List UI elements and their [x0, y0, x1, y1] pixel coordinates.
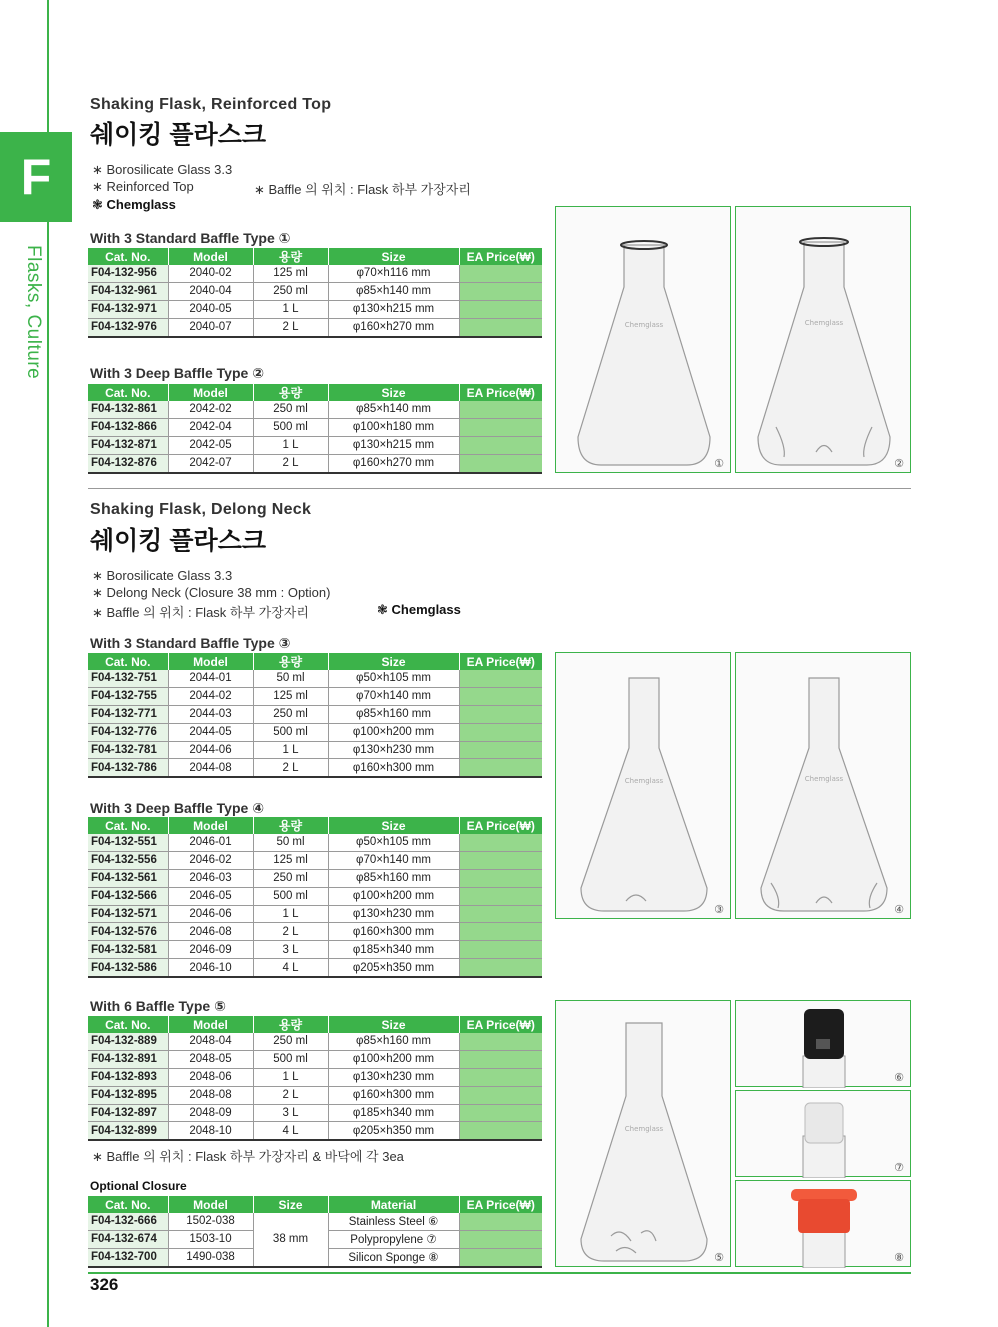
size-cell: φ100×h200 mm — [328, 1050, 459, 1068]
cat-no-cell: F04-132-666 — [88, 1213, 168, 1230]
model-cell: 2042-05 — [168, 436, 253, 454]
cat-no-cell: F04-132-576 — [88, 923, 168, 941]
price-cell — [459, 959, 542, 977]
photo-number: ② — [894, 458, 904, 470]
table-header-row — [88, 817, 542, 834]
capacity-cell: 2 L — [253, 318, 328, 336]
size-cell: φ185×h340 mm — [328, 941, 459, 959]
model-cell: 1490-038 — [168, 1248, 253, 1266]
table-title: With 6 Baffle Type ⑤ — [90, 998, 226, 1014]
col-header: Cat. No. — [88, 817, 168, 834]
capacity-cell: 1 L — [253, 436, 328, 454]
material-cell: Polypropylene ⑦ — [328, 1230, 459, 1248]
size-cell: φ205×h350 mm — [328, 1122, 459, 1140]
size-cell: φ100×h180 mm — [328, 418, 459, 436]
table-row — [88, 1086, 542, 1104]
price-cell — [459, 1104, 542, 1122]
capacity-cell: 250 ml — [253, 869, 328, 887]
size-cell: φ160×h300 mm — [328, 759, 459, 777]
table-row — [88, 941, 542, 959]
col-header: Cat. No. — [88, 1196, 168, 1213]
table-row — [88, 318, 542, 336]
price-cell — [459, 1230, 542, 1248]
col-header: 용량 — [253, 653, 328, 670]
table-row — [88, 265, 542, 282]
cat-no-cell: F04-132-895 — [88, 1086, 168, 1104]
size-cell: φ130×h230 mm — [328, 905, 459, 923]
capacity-cell: 250 ml — [253, 1033, 328, 1050]
size-cell: φ85×h160 mm — [328, 1033, 459, 1050]
capacity-cell: 125 ml — [253, 687, 328, 705]
table-row — [88, 1122, 542, 1140]
cat-no-cell: F04-132-776 — [88, 723, 168, 741]
col-header: Cat. No. — [88, 653, 168, 670]
svg-text:Chemglass: Chemglass — [804, 319, 844, 327]
model-cell: 2046-05 — [168, 887, 253, 905]
closure-photo-steel — [735, 1000, 911, 1087]
model-cell: 2046-10 — [168, 959, 253, 977]
table-row — [88, 834, 542, 851]
model-cell: 2040-05 — [168, 300, 253, 318]
size-cell: φ205×h350 mm — [328, 959, 459, 977]
cat-no-cell: F04-132-866 — [88, 418, 168, 436]
spec-table — [88, 1016, 542, 1141]
photo-number: ① — [714, 458, 724, 470]
closure-title: Optional Closure — [90, 1179, 187, 1193]
size-cell: φ70×h140 mm — [328, 851, 459, 869]
table-title: With 3 Standard Baffle Type ① — [90, 230, 291, 246]
size-cell: φ160×h300 mm — [328, 923, 459, 941]
price-cell — [459, 1033, 542, 1050]
capacity-cell: 2 L — [253, 1086, 328, 1104]
model-cell: 2048-09 — [168, 1104, 253, 1122]
table-header-row — [88, 1196, 542, 1213]
closure-photo-sponge — [735, 1180, 911, 1267]
table-row — [88, 1213, 542, 1230]
bullet: ∗ Borosilicate Glass 3.3 — [92, 162, 233, 177]
size-cell: φ50×h105 mm — [328, 834, 459, 851]
cat-no-cell: F04-132-561 — [88, 869, 168, 887]
col-header: Model — [168, 384, 253, 401]
price-cell — [459, 418, 542, 436]
capacity-cell: 125 ml — [253, 265, 328, 282]
closure-image — [736, 1181, 912, 1268]
size-cell: φ70×h116 mm — [328, 265, 459, 282]
capacity-cell: 1 L — [253, 300, 328, 318]
bullet: ∗ Baffle 의 위치 : Flask 하부 가장자리 — [254, 182, 471, 197]
closure-photo-pp — [735, 1090, 911, 1177]
model-cell: 2046-08 — [168, 923, 253, 941]
table-row — [88, 759, 542, 777]
cat-no-cell: F04-132-586 — [88, 959, 168, 977]
col-header: Size — [253, 1196, 328, 1213]
price-cell — [459, 723, 542, 741]
table-row — [88, 1033, 542, 1050]
table-row — [88, 723, 542, 741]
flask-image — [556, 653, 732, 920]
model-cell: 2042-04 — [168, 418, 253, 436]
cat-no-cell: F04-132-674 — [88, 1230, 168, 1248]
section-title-ko: 쉐이킹 플라스크 — [90, 527, 266, 555]
table-row — [88, 869, 542, 887]
bullet: ∗ Borosilicate Glass 3.3 — [92, 568, 233, 583]
price-cell — [459, 318, 542, 336]
col-header: Size — [328, 1016, 459, 1033]
model-cell: 1503-10 — [168, 1230, 253, 1248]
model-cell: 1502-038 — [168, 1213, 253, 1230]
table-row — [88, 1050, 542, 1068]
table-row — [88, 1104, 542, 1122]
footer-rule — [88, 1272, 911, 1274]
col-header: 용량 — [253, 817, 328, 834]
cat-no-cell: F04-132-976 — [88, 318, 168, 336]
brand: ❃ Chemglass — [377, 602, 461, 617]
col-header: EA Price(₩) — [459, 1016, 542, 1033]
table-row — [88, 851, 542, 869]
model-cell: 2044-06 — [168, 741, 253, 759]
price-cell — [459, 869, 542, 887]
capacity-cell: 1 L — [253, 741, 328, 759]
model-cell: 2040-04 — [168, 282, 253, 300]
chapter-label: Flasks, Culture — [23, 245, 44, 380]
price-cell — [459, 282, 542, 300]
col-header: Size — [328, 817, 459, 834]
size-cell: 38 mm — [253, 1213, 328, 1267]
material-cell: Stainless Steel ⑥ — [328, 1213, 459, 1230]
flask-photo-2 — [735, 206, 911, 473]
price-cell — [459, 1050, 542, 1068]
cat-no-cell: F04-132-876 — [88, 454, 168, 472]
svg-text:Chemglass: Chemglass — [624, 777, 664, 785]
capacity-cell: 250 ml — [253, 282, 328, 300]
photo-number: ⑧ — [894, 1252, 904, 1264]
size-cell: φ160×h270 mm — [328, 318, 459, 336]
col-header: 용량 — [253, 384, 328, 401]
size-cell: φ70×h140 mm — [328, 687, 459, 705]
col-header: Model — [168, 1016, 253, 1033]
capacity-cell: 500 ml — [253, 1050, 328, 1068]
col-header: Model — [168, 653, 253, 670]
model-cell: 2044-03 — [168, 705, 253, 723]
flask-photo-5 — [555, 1000, 731, 1267]
capacity-cell: 2 L — [253, 923, 328, 941]
table-row — [88, 454, 542, 472]
price-cell — [459, 905, 542, 923]
table-title: With 3 Deep Baffle Type ④ — [90, 800, 265, 816]
price-cell — [459, 834, 542, 851]
size-cell: φ85×h160 mm — [328, 869, 459, 887]
closure-table — [88, 1196, 542, 1268]
material-cell: Silicon Sponge ⑧ — [328, 1248, 459, 1266]
table-row — [88, 905, 542, 923]
price-cell — [459, 851, 542, 869]
col-header: EA Price(₩) — [459, 248, 542, 265]
table-title: With 3 Standard Baffle Type ③ — [90, 635, 291, 651]
model-cell: 2044-08 — [168, 759, 253, 777]
table-row — [88, 282, 542, 300]
model-cell: 2046-01 — [168, 834, 253, 851]
capacity-cell: 50 ml — [253, 670, 328, 687]
model-cell: 2046-09 — [168, 941, 253, 959]
table-row — [88, 401, 542, 418]
table-row — [88, 959, 542, 977]
capacity-cell: 250 ml — [253, 401, 328, 418]
table-row — [88, 1068, 542, 1086]
capacity-cell: 4 L — [253, 1122, 328, 1140]
page-number: 326 — [90, 1275, 119, 1294]
table-header-row — [88, 653, 542, 670]
spec-table — [88, 653, 542, 778]
col-header: Material — [328, 1196, 459, 1213]
price-cell — [459, 436, 542, 454]
price-cell — [459, 741, 542, 759]
model-cell: 2048-04 — [168, 1033, 253, 1050]
model-cell: 2044-01 — [168, 670, 253, 687]
col-header: EA Price(₩) — [459, 384, 542, 401]
capacity-cell: 1 L — [253, 905, 328, 923]
capacity-cell: 1 L — [253, 1068, 328, 1086]
capacity-cell: 500 ml — [253, 723, 328, 741]
cat-no-cell: F04-132-871 — [88, 436, 168, 454]
model-cell: 2046-06 — [168, 905, 253, 923]
table-row — [88, 687, 542, 705]
cat-no-cell: F04-132-956 — [88, 265, 168, 282]
flask-image — [736, 207, 912, 474]
price-cell — [459, 670, 542, 687]
col-header: EA Price(₩) — [459, 817, 542, 834]
size-cell: φ185×h340 mm — [328, 1104, 459, 1122]
price-cell — [459, 887, 542, 905]
col-header: EA Price(₩) — [459, 1196, 542, 1213]
cat-no-cell: F04-132-897 — [88, 1104, 168, 1122]
cat-no-cell: F04-132-771 — [88, 705, 168, 723]
size-cell: φ130×h230 mm — [328, 741, 459, 759]
model-cell: 2048-10 — [168, 1122, 253, 1140]
section-divider — [88, 488, 911, 489]
table-row — [88, 887, 542, 905]
spec-table — [88, 248, 542, 338]
price-cell — [459, 1248, 542, 1266]
col-header: Cat. No. — [88, 248, 168, 265]
section-title-ko: 쉐이킹 플라스크 — [90, 121, 266, 149]
col-header: Model — [168, 248, 253, 265]
table-row — [88, 670, 542, 687]
model-cell: 2048-05 — [168, 1050, 253, 1068]
svg-text:Chemglass: Chemglass — [624, 1125, 664, 1133]
photo-number: ③ — [714, 904, 724, 916]
cat-no-cell: F04-132-751 — [88, 670, 168, 687]
spec-table — [88, 384, 542, 474]
brand: ❃ Chemglass — [92, 197, 176, 212]
cat-no-cell: F04-132-891 — [88, 1050, 168, 1068]
cat-no-cell: F04-132-889 — [88, 1033, 168, 1050]
photo-number: ⑥ — [894, 1072, 904, 1084]
cat-no-cell: F04-132-971 — [88, 300, 168, 318]
cat-no-cell: F04-132-961 — [88, 282, 168, 300]
cat-no-cell: F04-132-581 — [88, 941, 168, 959]
table-row — [88, 923, 542, 941]
size-cell: φ160×h270 mm — [328, 454, 459, 472]
price-cell — [459, 923, 542, 941]
table-row — [88, 436, 542, 454]
model-cell: 2048-06 — [168, 1068, 253, 1086]
model-cell: 2046-02 — [168, 851, 253, 869]
model-cell: 2042-02 — [168, 401, 253, 418]
closure-image — [736, 1001, 912, 1088]
flask-photo-3 — [555, 652, 731, 919]
photo-number: ⑦ — [894, 1162, 904, 1174]
price-cell — [459, 1122, 542, 1140]
bullet: ∗ Reinforced Top — [92, 179, 194, 194]
col-header: Cat. No. — [88, 1016, 168, 1033]
cat-no-cell: F04-132-781 — [88, 741, 168, 759]
size-cell: φ130×h215 mm — [328, 436, 459, 454]
table-title: With 3 Deep Baffle Type ② — [90, 365, 265, 381]
size-cell: φ160×h300 mm — [328, 1086, 459, 1104]
model-cell: 2044-05 — [168, 723, 253, 741]
table-header-row — [88, 1016, 542, 1033]
col-header: Size — [328, 653, 459, 670]
cat-no-cell: F04-132-700 — [88, 1248, 168, 1266]
capacity-cell: 125 ml — [253, 851, 328, 869]
svg-text:Chemglass: Chemglass — [624, 321, 664, 329]
size-cell: φ130×h215 mm — [328, 300, 459, 318]
section-title: Shaking Flask, Reinforced Top — [90, 96, 332, 113]
bullet: ∗ Baffle 의 위치 : Flask 하부 가장자리 — [92, 605, 309, 620]
col-header: Size — [328, 248, 459, 265]
capacity-cell: 500 ml — [253, 887, 328, 905]
capacity-cell: 4 L — [253, 959, 328, 977]
cat-no-cell: F04-132-786 — [88, 759, 168, 777]
capacity-cell: 500 ml — [253, 418, 328, 436]
flask-photo-4 — [735, 652, 911, 919]
capacity-cell: 250 ml — [253, 705, 328, 723]
cat-no-cell: F04-132-551 — [88, 834, 168, 851]
size-cell: φ85×h140 mm — [328, 282, 459, 300]
price-cell — [459, 941, 542, 959]
col-header: Size — [328, 384, 459, 401]
capacity-cell: 3 L — [253, 941, 328, 959]
chapter-tab: F — [0, 132, 72, 222]
price-cell — [459, 687, 542, 705]
baffle-note: ∗ Baffle 의 위치 : Flask 하부 가장자리 & 바닥에 각 3ea — [92, 1149, 404, 1164]
table-row — [88, 741, 542, 759]
table-row — [88, 418, 542, 436]
cat-no-cell: F04-132-571 — [88, 905, 168, 923]
price-cell — [459, 705, 542, 723]
price-cell — [459, 300, 542, 318]
col-header: EA Price(₩) — [459, 653, 542, 670]
section-title: Shaking Flask, Delong Neck — [90, 501, 312, 518]
price-cell — [459, 1068, 542, 1086]
flask-image — [736, 653, 912, 920]
model-cell: 2046-03 — [168, 869, 253, 887]
model-cell: 2044-02 — [168, 687, 253, 705]
price-cell — [459, 454, 542, 472]
model-cell: 2048-08 — [168, 1086, 253, 1104]
size-cell: φ50×h105 mm — [328, 670, 459, 687]
price-cell — [459, 1213, 542, 1230]
price-cell — [459, 1086, 542, 1104]
photo-number: ④ — [894, 904, 904, 916]
cat-no-cell: F04-132-566 — [88, 887, 168, 905]
cat-no-cell: F04-132-861 — [88, 401, 168, 418]
size-cell: φ85×h140 mm — [328, 401, 459, 418]
cat-no-cell: F04-132-893 — [88, 1068, 168, 1086]
size-cell: φ85×h160 mm — [328, 705, 459, 723]
size-cell: φ100×h200 mm — [328, 887, 459, 905]
closure-image — [736, 1091, 912, 1178]
price-cell — [459, 759, 542, 777]
bullet: ∗ Delong Neck (Closure 38 mm : Option) — [92, 585, 331, 600]
flask-photo-1 — [555, 206, 731, 473]
spec-table — [88, 817, 542, 978]
size-cell: φ100×h200 mm — [328, 723, 459, 741]
price-cell — [459, 265, 542, 282]
capacity-cell: 2 L — [253, 759, 328, 777]
model-cell: 2042-07 — [168, 454, 253, 472]
table-header-row — [88, 384, 542, 401]
table-row — [88, 705, 542, 723]
table-header-row — [88, 248, 542, 265]
cat-no-cell: F04-132-755 — [88, 687, 168, 705]
model-cell: 2040-07 — [168, 318, 253, 336]
col-header: 용량 — [253, 248, 328, 265]
capacity-cell: 2 L — [253, 454, 328, 472]
capacity-cell: 50 ml — [253, 834, 328, 851]
col-header: Cat. No. — [88, 384, 168, 401]
col-header: Model — [168, 1196, 253, 1213]
photo-number: ⑤ — [714, 1252, 724, 1264]
col-header: Model — [168, 817, 253, 834]
price-cell — [459, 401, 542, 418]
cat-no-cell: F04-132-556 — [88, 851, 168, 869]
cat-no-cell: F04-132-899 — [88, 1122, 168, 1140]
svg-text:Chemglass: Chemglass — [804, 775, 844, 783]
col-header: 용량 — [253, 1016, 328, 1033]
table-row — [88, 300, 542, 318]
capacity-cell: 3 L — [253, 1104, 328, 1122]
model-cell: 2040-02 — [168, 265, 253, 282]
flask-image — [556, 207, 732, 474]
flask-image — [556, 1001, 732, 1268]
size-cell: φ130×h230 mm — [328, 1068, 459, 1086]
